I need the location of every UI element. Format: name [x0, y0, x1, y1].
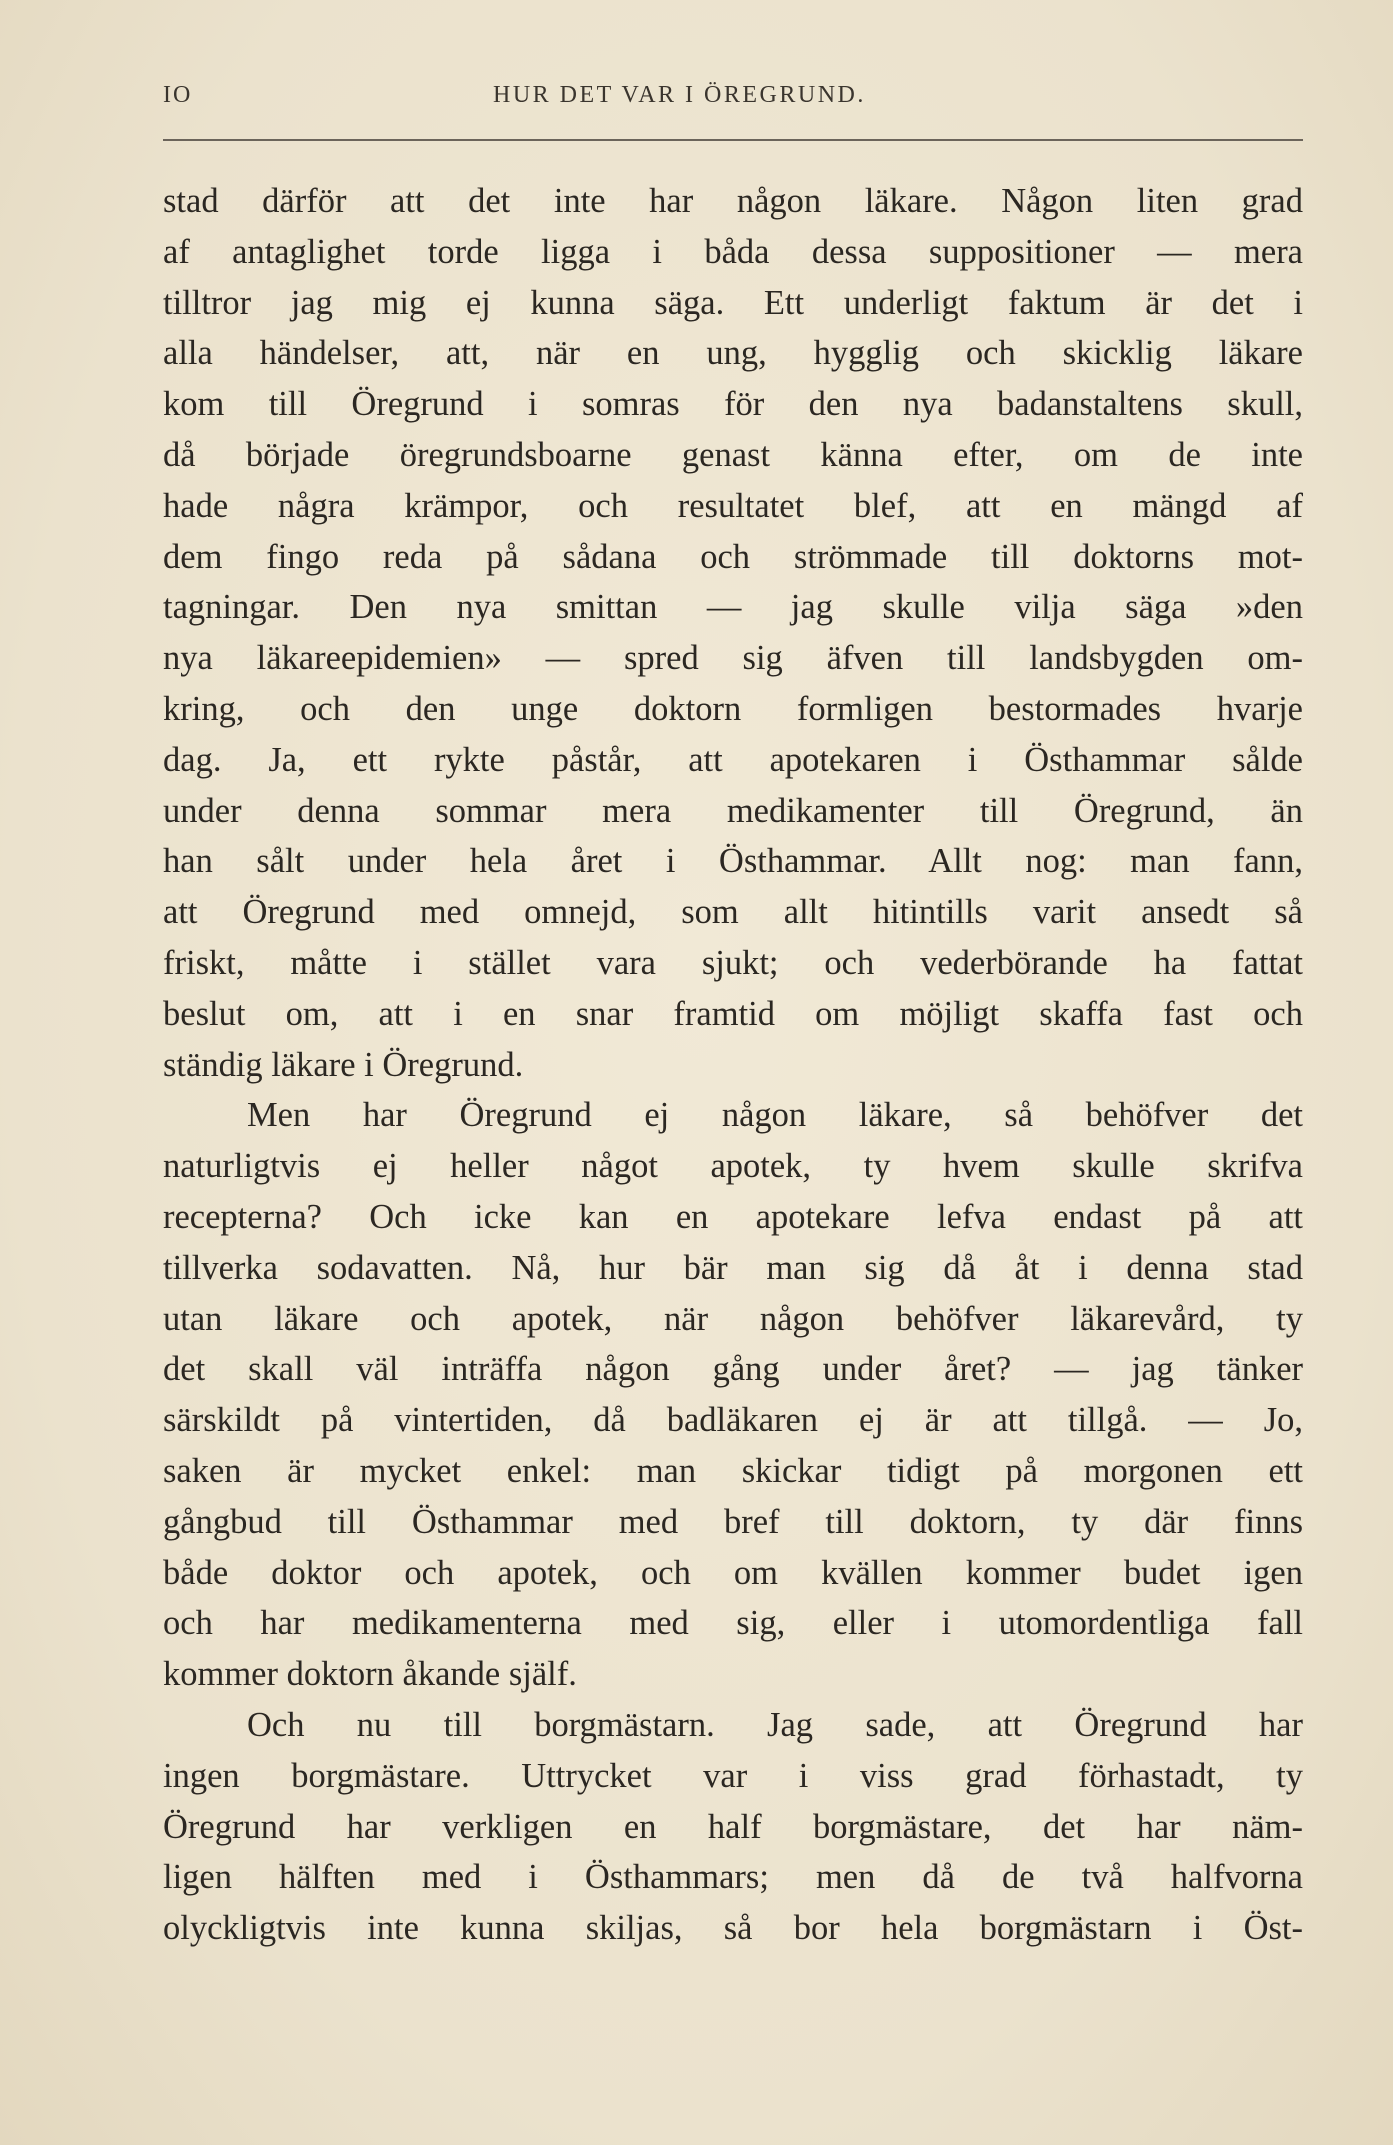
- text-line: tagningar. Den nya smittan — jag skulle vilja säga »den: [163, 588, 1303, 627]
- text-line: Men har Öregrund ej någon läkare, så behöfver det: [247, 1096, 1303, 1135]
- text-line: kring, och den unge doktorn formligen bestormades hvarje: [163, 689, 1303, 728]
- text-line: då började öregrundsboarne genast känna efter, om de inte: [163, 435, 1303, 474]
- text-line: stad därför att det inte har någon läkare. Någon liten grad: [163, 182, 1303, 220]
- text-line: tilltror jag mig ej kunna säga. Ett underligt faktum är det i: [163, 283, 1303, 322]
- text-line: dem fingo reda på sådana och strömmade till doktorns mot-: [163, 537, 1303, 576]
- text-line: utan läkare och apotek, när någon behöfver läkarevård, ty: [163, 1299, 1303, 1338]
- text-line: både doktor och apotek, och om kvällen kommer budet igen: [163, 1553, 1303, 1592]
- page-header: [163, 82, 1301, 118]
- text-line: af antaglighet torde ligga i båda dessa suppositioner — mera: [163, 232, 1303, 271]
- text-line: att Öregrund med omnejd, som allt hitintills varit ansedt så: [163, 893, 1303, 932]
- body-text: [163, 176, 1303, 1954]
- text-line: friskt, måtte i stället vara sjukt; och vederbörande ha fattat: [163, 943, 1303, 982]
- text-line: gångbud till Östhammar med bref till doktorn, ty där finns: [163, 1502, 1303, 1541]
- text-line: kommer doktorn åkande själf.: [163, 1655, 577, 1694]
- text-line: det skall väl inträffa någon gång under året? — jag tänker: [163, 1350, 1303, 1389]
- text-line: alla händelser, att, när en ung, hygglig och skicklig läkare: [163, 334, 1303, 373]
- text-line: han sålt under hela året i Östhammar. Allt nog: man fann,: [163, 842, 1303, 881]
- text-line: under denna sommar mera medikamenter till Öregrund, än: [163, 791, 1303, 830]
- header-rule: [163, 139, 1303, 141]
- text-line: och har medikamenterna med sig, eller i utomordentliga fall: [163, 1604, 1303, 1643]
- text-line: ingen borgmästare. Uttrycket var i viss grad förhastadt, ty: [163, 1756, 1303, 1795]
- running-head: HUR DET VAR I ÖREGRUND.: [493, 82, 866, 108]
- text-line: hade några krämpor, och resultatet blef, att en mängd af: [163, 486, 1303, 525]
- text-line: tillverka sodavatten. Nå, hur bär man sig då åt i denna stad: [163, 1248, 1303, 1287]
- text-line: nya läkareepidemien» — spred sig äfven till landsbygden om-: [163, 639, 1303, 678]
- page-number: IO: [163, 82, 193, 108]
- text-line: recepterna? Och icke kan en apotekare lefva endast på att: [163, 1197, 1303, 1236]
- text-line: saken är mycket enkel: man skickar tidigt på morgonen ett: [163, 1451, 1303, 1490]
- text-line: dag. Ja, ett rykte påstår, att apotekaren i Östhammar sålde: [163, 740, 1303, 779]
- text-line: kom till Öregrund i somras för den nya badanstaltens skull,: [163, 385, 1303, 424]
- text-line: särskildt på vintertiden, då badläkaren ej är att tillgå. — Jo,: [163, 1401, 1303, 1440]
- text-line: beslut om, att i en snar framtid om möjligt skaffa fast och: [163, 994, 1303, 1033]
- text-line: naturligtvis ej heller något apotek, ty hvem skulle skrifva: [163, 1147, 1303, 1186]
- text-line: ständig läkare i Öregrund.: [163, 1045, 524, 1084]
- text-line: ligen hälften med i Östhammars; men då de två halfvorna: [163, 1858, 1303, 1897]
- text-line: Och nu till borgmästarn. Jag sade, att Öregrund har: [247, 1705, 1303, 1744]
- text-line: olyckligtvis inte kunna skiljas, så bor hela borgmästarn i Öst-: [163, 1909, 1303, 1948]
- text-line: Öregrund har verkligen en half borgmästare, det har näm-: [163, 1807, 1303, 1846]
